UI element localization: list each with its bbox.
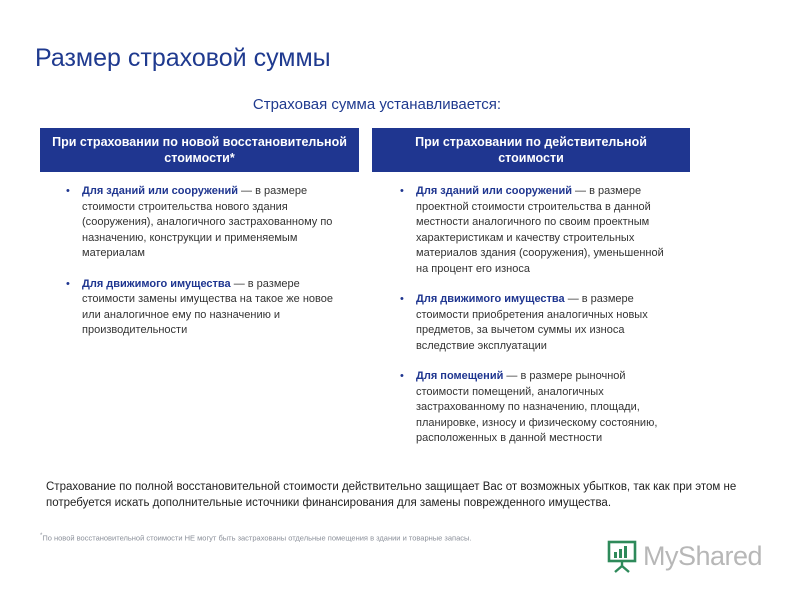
item-text: — в размере стоимости приобретения аналогичных новых предметов, за вычетом суммы их износа вследствие эксплуатации [416,293,648,352]
item-term: Для движимого имущества [82,277,231,290]
slide-title: Размер страховой суммы [35,44,331,72]
right-bullet-list [400,184,675,462]
logo-text: MyShared [643,540,763,571]
bullet-icon: • [400,185,404,197]
item-text: — в размере стоимости замены имущества на такое же новое или аналогичное ему по назначению и производительности [82,277,333,336]
myshared-logo [607,536,762,576]
bullet-icon: • [66,185,70,197]
item-term: Для помещений [416,370,504,382]
item-text: — в размере рыночной стоимости помещений, аналогичных застрахованному по назначению, площади, планировке, износу и физическому состоянию, расположенных в данной местности [416,370,658,444]
bullet-icon: • [400,293,404,305]
item-text: — в размере стоимости строительства нового здания (сооружения), аналогичного застрахованному по назначению, конструкции и применяемым материалам [82,185,333,259]
item-term: Для движимого имущества [416,293,565,305]
footnote-mark: * [40,533,43,539]
item-text: — в размере проектной стоимости строительства в данной местности аналогичного по своим проектным характеристикам и качеству строительных материалов здания (сооружения), уменьшенной на процент его износа [416,185,664,275]
list-item [400,184,675,277]
left-bullet-list [66,184,346,354]
footnote-text: По новой восстановительной стоимости НЕ могут быть застрахованы отдельные помещения в здании и товарные запасы. [42,533,472,543]
item-term: Для зданий или сооружений [416,185,572,197]
list-item [400,292,675,354]
footnote [40,533,600,543]
column-header-new-replacement-value: При страховании по новой восстановительной стоимости* [40,128,359,172]
item-term: Для зданий или сооружений [82,185,238,197]
column-header-actual-value: При страховании по действительной стоимости [372,128,690,172]
summary-paragraph: Страхование по полной восстановительной стоимости действительно защищает Вас от возможных убытков, так как при этом не потребуется искать дополнительные источники финансирования для замены поврежденного имущества. [46,481,737,509]
list-item [400,369,675,447]
list-item [66,277,346,339]
list-item [66,184,346,262]
bullet-icon: • [400,370,404,382]
bullet-icon: • [66,277,70,290]
presentation-board-icon [607,539,637,573]
slide-subtitle: Страховая сумма устанавливается: [252,96,502,113]
